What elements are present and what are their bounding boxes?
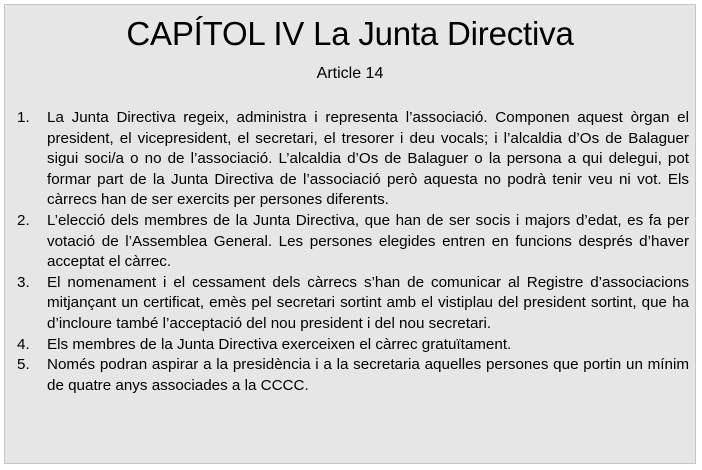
article-list: [17, 108, 689, 396]
item-number: 5.: [17, 356, 30, 374]
list-item: [17, 211, 689, 273]
item-number: 4.: [17, 335, 30, 353]
item-text: Només podran aspirar a la presidència i a la secretaria aquelles persones que portin un mínim de quatre anys associades a la CCCC.: [47, 356, 689, 394]
item-number: 2.: [17, 211, 30, 229]
list-item: [17, 335, 689, 356]
item-text: El nomenament i el cessament dels càrrecs s’han de comunicar al Registre d’associacions mitjançant un certificat, emès pel secretari sortint amb el vistiplau del president sortint, que ha d’incloure també l’acceptació del nou president i del nou secretari.: [47, 273, 689, 332]
list-item: [17, 273, 689, 335]
item-text: L’elecció dels membres de la Junta Directiva, que han de ser socis i majors d’edat, es fa per votació de l’Assemblea General. Les persones elegides entren en funcions després d’haver acceptat el càrrec.: [47, 211, 689, 271]
item-text: Els membres de la Junta Directiva exerceixen el càrrec gratuïtament.: [47, 335, 512, 353]
chapter-title: CAPÍTOL IV La Junta Directiva: [126, 15, 574, 52]
article-heading: Article 14: [316, 65, 384, 82]
list-item: [17, 355, 689, 396]
item-text: La Junta Directiva regeix, administra i representa l’associació. Componen aquest òrgan el president, el vicepresident, el secretari, el tresorer i deu vocals; i l’alcaldia d’Os de Balaguer sigui soci/a o no de l’associació. L’alcaldia d’Os de Balaguer o la persona a qui delegui, pot formar part de la Junta Directiva de l’associació però aquesta no podrà tenir veu ni vot. Els càrrecs han de ser exercits per persones diferents.: [47, 109, 689, 209]
item-number: 1.: [17, 109, 30, 126]
document-page: [4, 4, 696, 464]
item-number: 3.: [17, 273, 30, 291]
list-item: [17, 108, 689, 211]
